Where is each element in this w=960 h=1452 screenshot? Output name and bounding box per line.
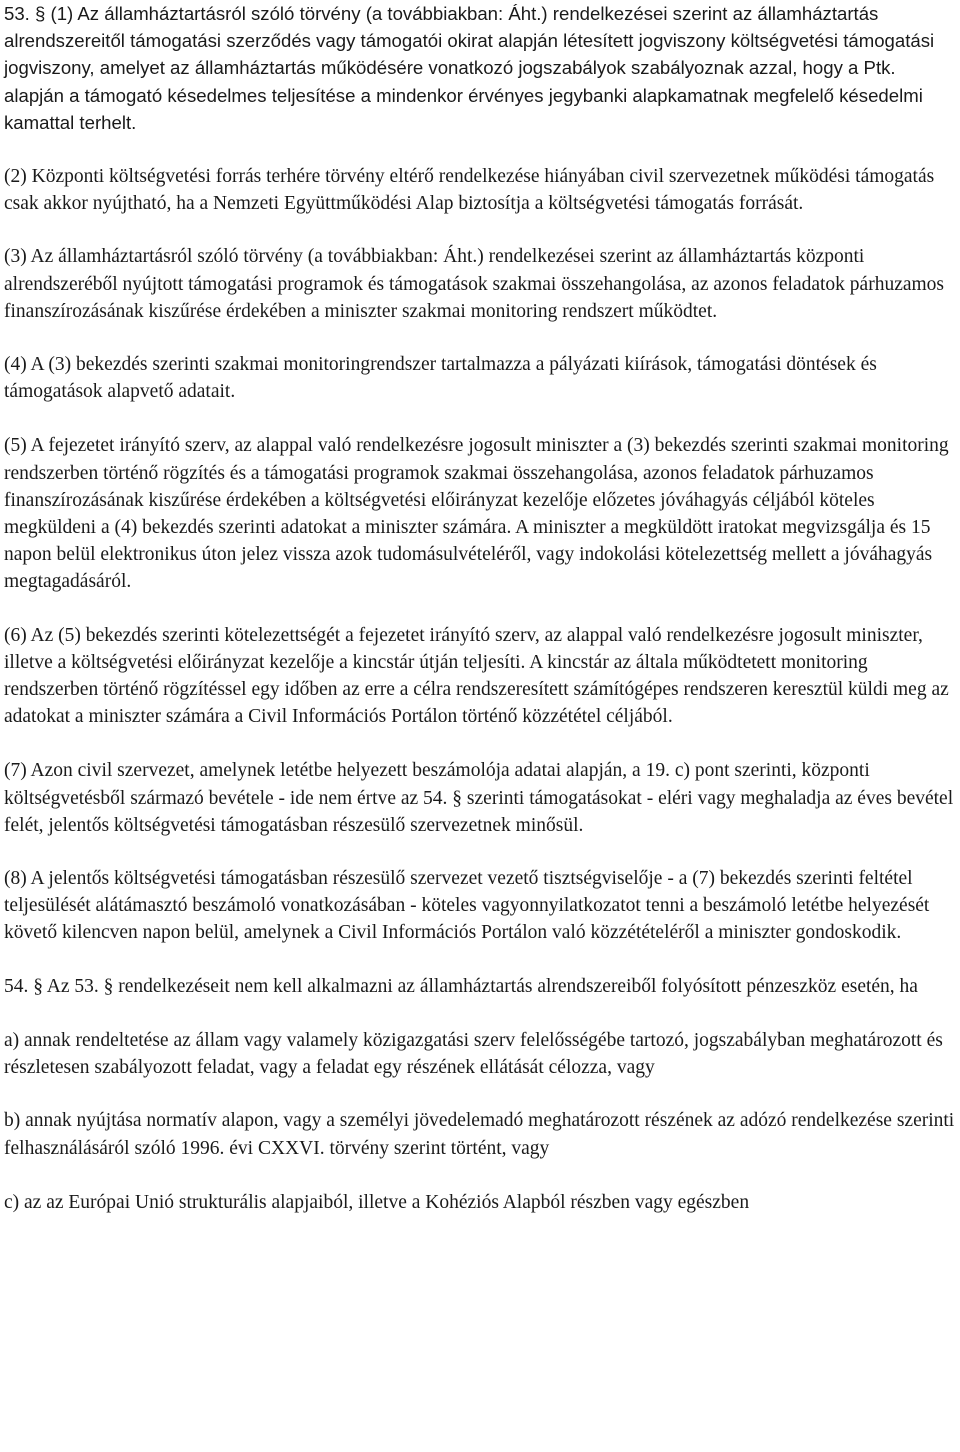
- section-54-point-c: c) az az Európai Unió strukturális alapjaiból, illetve a Kohéziós Alapból részben vagy egészben: [4, 1191, 750, 1213]
- section-53-paragraph-7: (7) Azon civil szervezet, amelynek letétbe helyezett beszámolója adatai alapján, a 19. c) pont szerinti, központi költségvetésből származó bevétele - ide nem értve az 54. § szerinti támogatásokat - eléri vagy meghaladja az éves bevétel felét, jelentős költségvetési támogatásban részesülő szervezetnek minősül.: [4, 760, 954, 836]
- document-page: [4, 0, 960, 1216]
- section-53-paragraph-4: (4) A (3) bekezdés szerinti szakmai monitoringrendszer tartalmazza a pályázati kiírások, támogatási döntések és támogatások alapvető adatait.: [4, 354, 877, 403]
- section-53-paragraph-8: (8) A jelentős költségvetési támogatásban részesülő szervezet vezető tisztségviselője - a (7) bekezdés szerinti feltétel teljesülését alátámasztó beszámoló vonatkozásában - köteles vagyonnyilatkozatot tenni a beszámoló letétbe helyezését követő kilencven napon belül, amelynek a Civil Információs Portálon való közzétételéről a miniszter gondoskodik.: [4, 868, 930, 944]
- section-53-paragraph-5: (5) A fejezetet irányító szerv, az alappal való rendelkezésre jogosult miniszter a (3) bekezdés szerinti szakmai monitoring rendszerben történő rögzítés és a támogatási programok szakmai összehangolása, azonos feladatok párhuzamos finanszírozásának kiszűrése érdekében a költségvetési előirányzat kezelője előzetes jóváhagyás céljából köteles megküldeni a (4) bekezdés szerinti adatokat a miniszter számára. A miniszter a megküldött iratokat megvizsgálja és 15 napon belül elektronikus úton jelez vissza azok tudomásulvételéről, vagy indokolási kötelezettség mellett a jóváhagyás megtagadásáról.: [4, 435, 949, 593]
- section-54-intro: 54. § Az 53. § rendelkezéseit nem kell alkalmazni az államháztartás alrendszereiből folyósított pénzeszköz esetén, ha: [4, 975, 918, 997]
- section-53-paragraph-3: (3) Az államháztartásról szóló törvény (a továbbiakban: Áht.) rendelkezései szerint az államháztartás központi alrendszeréből nyújtott támogatási programok és támogatások szakmai összehangolása, az azonos feladatok párhuzamos finanszírozásának kiszűrése érdekében a miniszter szakmai monitoring rendszert működtet.: [4, 246, 945, 322]
- section-54-point-a: a) annak rendeltetése az állam vagy valamely közigazgatási szerv felelősségébe tartozó, jogszabályban meghatározott és részletesen szabályozott feladat, vagy a feladat egy részének ellátását célozza, vagy: [4, 1029, 943, 1079]
- section-54-point-b: b) annak nyújtása normatív alapon, vagy a személyi jövedelemadó meghatározott részének az adózó rendelkezése szerinti felhasználásáról szóló 1996. évi CXXVI. törvény szerint történt, vagy: [4, 1110, 955, 1159]
- section-53-paragraph-6: (6) Az (5) bekezdés szerinti kötelezettségét a fejezetet irányító szerv, az alappal való rendelkezésre jogosult miniszter, illetve a költségvetési előirányzat kezelője a kincstár útján teljesíti. A kincstár az általa működtetett monitoring rendszerben történő rögzítéssel egy időben az erre a célra rendszeresített számítógépes rendszeren keresztül küldi meg az adatokat a miniszter számára a Civil Információs Portálon történő közzététel céljából.: [4, 624, 949, 728]
- section-53-paragraph-1: 53. § (1) Az államháztartásról szóló törvény (a továbbiakban: Áht.) rendelkezései szerint az államháztartás alrendszereitől támogatási szerződés vagy támogatói okirat alapján létesített jogviszony költségvetési támogatási jogviszony, amelyet az államháztartás működésére vonatkozó jogszabályok szabályoznak azzal, hogy a Ptk. alapján a támogató késedelmes teljesítése a mindenkor érvényes jegybanki alapkamatnak megfelelő késedelmi kamattal terhelt.: [4, 3, 935, 133]
- section-53-paragraph-2: (2) Központi költségvetési forrás terhére törvény eltérő rendelkezése hiányában civil szervezetnek működési támogatás csak akkor nyújtható, ha a Nemzeti Együttműködési Alap biztosítja a költségvetési támogatás forrását.: [4, 166, 935, 215]
